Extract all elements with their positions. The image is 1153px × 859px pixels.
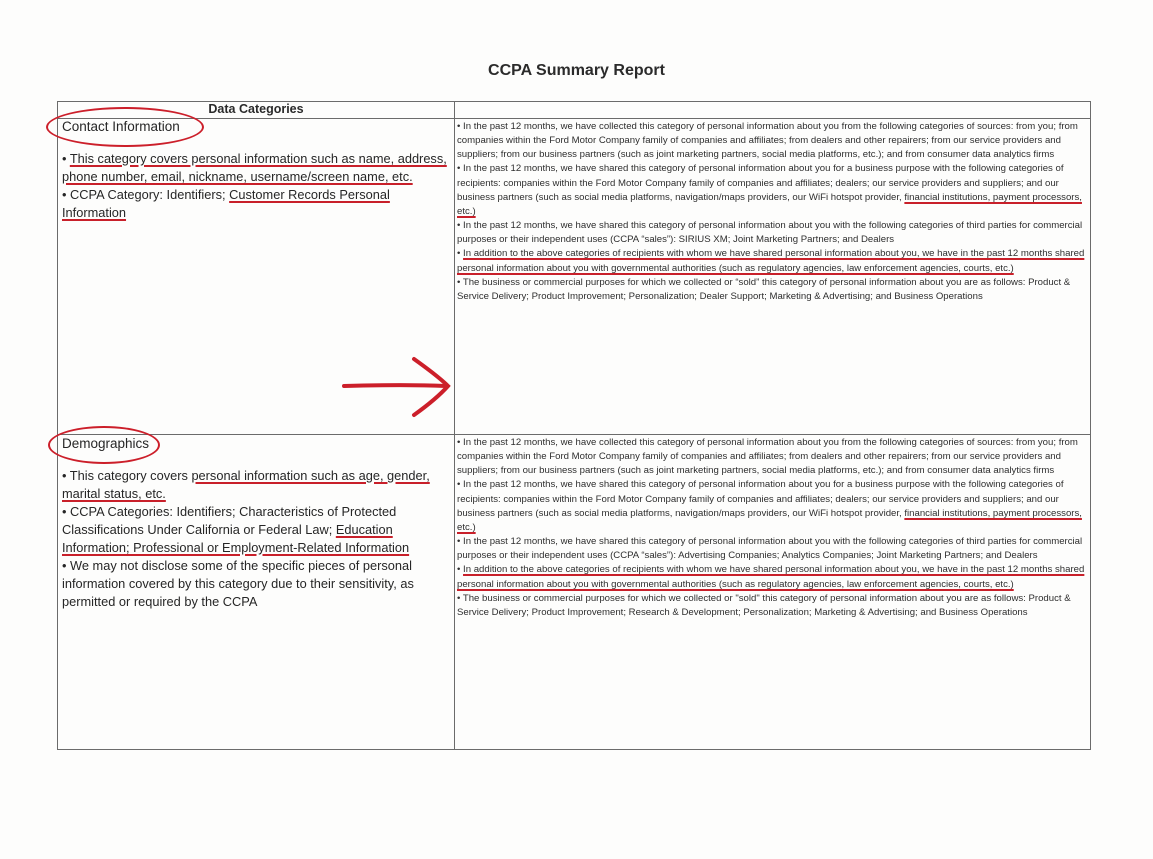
contact-information-right-cell — [457, 120, 1089, 304]
plain-text: • The business or commercial purposes for which we collected or "sold" this category of personal information about you are as follows: Product & Service Delivery; Product Improvement; Research & Development; Personalization; Marketing & Advertising; and Business Operations — [457, 592, 1071, 618]
demographics-right-paragraph-3 — [457, 535, 1089, 563]
table-header-row — [58, 102, 1090, 119]
demographics-left-cell — [62, 435, 448, 611]
underlined-text: Education Information; Professional or Employment-Related Information — [62, 522, 410, 555]
plain-text: • In the past 12 months, we have shared this category of personal information about you for a business purpose with the following categories of recipients: companies within the Ford Motor Company family of companies and affiliates; dealers; our service providers and suppliers; and our business partners (such as social media platforms, navigation/maps providers, our WiFi hotspot provider, — [457, 479, 1064, 519]
underlined-text: personal information such as age, gender, marital status, etc. — [62, 468, 430, 501]
contact-right-paragraph-3 — [457, 219, 1089, 247]
demographics-right-paragraph-2 — [457, 478, 1089, 535]
underlined-text: In addition to the above categories of recipients with whom we have shared personal information about you, we have in the past 12 months shared personal information about you with governmental authorities (such as regulatory agencies, law enforcement agencies, courts, etc.) — [457, 564, 1085, 590]
column-divider — [454, 102, 455, 749]
demographics-left-bullet-1 — [62, 467, 448, 503]
plain-text: We may not disclose some of the specific pieces of personal information covered by this category due to their sensitivity, as permitted or required by the CCPA — [62, 558, 414, 609]
plain-text: This category covers — [66, 468, 192, 483]
contact-right-paragraph-5 — [457, 276, 1089, 304]
plain-text: CCPA Category: Identifiers; — [66, 187, 230, 202]
contact-information-left-cell — [62, 118, 448, 222]
plain-text: • In the past 12 months, we have collected this category of personal information about you from the following categories of sources: from you; from companies within the Ford Motor Company family of companies and affiliates; from dealers and other repairers; from our service providers and suppliers; from our business partners (such as joint marketing partners, social media platforms, etc.); and from consumer data analytics firms — [457, 437, 1078, 477]
header-data-categories: Data Categories — [208, 102, 304, 116]
contact-right-paragraph-1 — [457, 120, 1089, 162]
bullet: • — [62, 504, 67, 519]
demographics-right-paragraph-5 — [457, 592, 1089, 620]
demographics-right-paragraph-4 — [457, 563, 1089, 591]
bullet: • — [62, 468, 67, 483]
demographics-left-bullet-2 — [62, 503, 448, 557]
underlined-text: This category covers personal information such as name, address, phone number, email, nickname, username/screen name, etc. — [62, 151, 447, 184]
underlined-text: Customer Records Personal Information — [62, 187, 390, 220]
bullet: • — [62, 187, 67, 202]
underlined-text: In addition to the above categories of recipients with whom we have shared personal information about you, we have in the past 12 months shared personal information about you with governmental authorities (such as regulatory agencies, law enforcement agencies, courts, etc.) — [457, 248, 1085, 274]
contact-right-paragraph-2 — [457, 162, 1089, 219]
plain-text: • In the past 12 months, we have shared this category of personal information about you for a business purpose with the following categories of recipients: companies within the Ford Motor Company family of companies and affiliates; dealers; our service providers and suppliers; and our business partners (such as social media platforms, navigation/maps providers, our WiFi hotspot provider, — [457, 163, 1064, 203]
demographics-left-bullet-3 — [62, 557, 448, 611]
contact-left-bullet-1 — [62, 150, 448, 186]
demographics-right-cell — [457, 436, 1089, 620]
category-label-contact-information: Contact Information — [62, 119, 180, 134]
demographics-right-paragraph-1 — [457, 436, 1089, 478]
plain-text: • — [457, 248, 464, 260]
plain-text: • In the past 12 months, we have shared this category of personal information about you with the following categories of third parties for commercial purposes or their independent uses (CCPA “sales”): Advertising Companies; Analytics Companies; Joint Marketing Partners; and Dealers — [457, 536, 1083, 562]
bullet: • — [62, 558, 67, 573]
underlined-text: financial institutions, payment processors, etc.) — [457, 507, 1082, 533]
report-title: CCPA Summary Report — [488, 62, 665, 79]
data-categories-table — [57, 101, 1091, 750]
plain-text: CCPA Categories: Identifiers; Characteristics of Protected Classifications Under California or Federal Law; — [62, 504, 397, 537]
plain-text: • In the past 12 months, we have shared this category of personal information about you with the following categories of third parties for commercial purposes or their independent uses (CCPA “sales”): SIRIUS XM; Joint Marketing Partners; and Dealers — [457, 220, 1083, 246]
category-label-demographics: Demographics — [62, 436, 150, 451]
red-arrow-icon — [336, 355, 456, 419]
plain-text: • In the past 12 months, we have collected this category of personal information about you from the following categories of sources: from you; from companies within the Ford Motor Company family of companies and affiliates; from dealers and other repairers; from our service providers and suppliers; from our business partners (such as joint marketing partners, social media platforms, etc.); and from consumer data analytics firms — [457, 121, 1078, 161]
plain-text: • — [457, 564, 464, 576]
underlined-text: financial institutions, payment processors, etc.) — [457, 191, 1082, 217]
plain-text: • The business or commercial purposes for which we collected or “sold” this category of personal information about you are as follows: Product & Service Delivery; Product Improvement; Personalization; Dealer Support; Marketing & Advertising; and Business Operations — [457, 276, 1071, 302]
contact-right-paragraph-4 — [457, 247, 1089, 275]
contact-left-bullet-2 — [62, 186, 448, 222]
bullet: • — [62, 151, 67, 166]
